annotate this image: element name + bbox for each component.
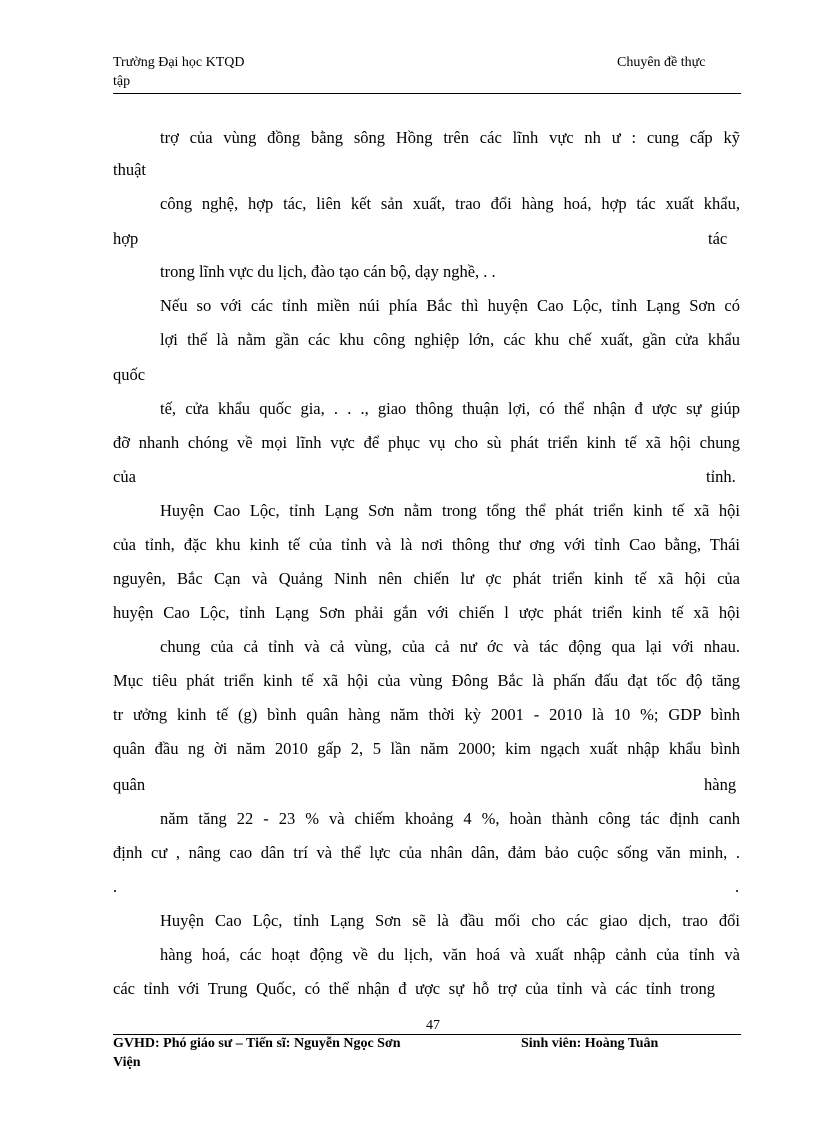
body-line-22: định cư , nâng cao dân trí và thể lực của nhân dân, đảm bảo cuộc sống văn minh, . bbox=[113, 843, 740, 862]
footer-rule bbox=[113, 1034, 741, 1035]
body-line-7: lợi thế là nằm gần các khu công nghiệp lớn, các khu chế xuất, gần cửa khẩu bbox=[160, 330, 740, 349]
body-line-23b: . bbox=[735, 877, 740, 896]
body-line-3: công nghệ, hợp tác, liên kết sản xuất, trao đổi hàng hoá, hợp tác xuất khẩu, bbox=[160, 194, 740, 213]
body-line-4a: hợp bbox=[113, 229, 139, 248]
body-line-2: thuật bbox=[113, 160, 146, 179]
header-left-title: Trường Đại học KTQD bbox=[113, 55, 245, 70]
body-line-26: các tỉnh với Trung Quốc, có thể nhận đ ược sự hỗ trợ của tỉnh và các tỉnh trong bbox=[113, 979, 715, 998]
body-line-25: hàng hoá, các hoạt động về du lịch, văn hoá và xuất nhập cảnh của tỉnh và bbox=[160, 945, 740, 964]
body-line-10: đỡ nhanh chóng về mọi lĩnh vực để phục vụ cho sù phát triển kinh tế xã hội chung bbox=[113, 433, 740, 452]
body-line-13: của tỉnh, đặc khu kinh tế của tỉnh và là nơi thông thư ơng với tỉnh Cao bằng, Thái bbox=[113, 535, 740, 554]
body-line-8: quốc bbox=[113, 365, 146, 384]
footer-student: Sinh viên: Hoàng Tuân bbox=[521, 1036, 659, 1051]
body-line-18: tr ưởng kinh tế (g) bình quân hàng năm thời kỳ 2001 - 2010 là 10 %; GDP bình bbox=[113, 705, 740, 724]
body-line-15: huyện Cao Lộc, tỉnh Lạng Sơn phải gắn với chiến l ược phát triển kinh tế xã hội bbox=[113, 603, 740, 622]
body-line-4b: tác bbox=[708, 229, 728, 248]
body-line-24: Huyện Cao Lộc, tỉnh Lạng Sơn sẽ là đầu mối cho các giao dịch, trao đổi bbox=[160, 911, 740, 930]
footer-advisor-continuation: Viện bbox=[113, 1055, 141, 1070]
body-line-1: trợ của vùng đồng bằng sông Hồng trên các lĩnh vực nh ư : cung cấp kỹ bbox=[160, 128, 740, 147]
footer-advisor: GVHD: Phó giáo sư – Tiến sĩ: Nguyễn Ngọc Sơn bbox=[113, 1036, 401, 1051]
header-left-continuation: tập bbox=[113, 74, 131, 89]
body-line-19: quân đầu ng ời năm 2010 gấp 2, 5 lần năm 2000; kim ngạch xuất nhập khẩu bình bbox=[113, 739, 740, 758]
body-line-20a: quân bbox=[113, 775, 146, 794]
body-line-20b: hàng bbox=[704, 775, 737, 794]
body-line-5: trong lĩnh vực du lịch, đào tạo cán bộ, dạy nghề, . . bbox=[160, 262, 496, 281]
header-rule bbox=[113, 93, 741, 94]
body-line-17: Mục tiêu phát triển kinh tế xã hội của vùng Đông Bắc là phấn đấu đạt tốc độ tăng bbox=[113, 671, 740, 690]
body-line-12: Huyện Cao Lộc, tỉnh Lạng Sơn nằm trong tổng thể phát triển kinh tế xã hội bbox=[160, 501, 740, 520]
body-line-14: nguyên, Bắc Cạn và Quảng Ninh nên chiến lư ợc phát triển kinh tế xã hội của bbox=[113, 569, 740, 588]
header-right-title: Chuyên đề thực bbox=[617, 55, 706, 70]
body-line-11b: tỉnh. bbox=[706, 467, 736, 486]
body-line-11a: của bbox=[113, 467, 136, 486]
page-number: 47 bbox=[426, 1018, 440, 1033]
body-line-9: tế, cửa khẩu quốc gia, . . ., giao thông thuận lợi, có thể nhận đ ược sự giúp bbox=[160, 399, 740, 418]
body-line-16: chung của cả tỉnh và cả vùng, của cả nư ớc và tác động qua lại với nhau. bbox=[160, 637, 740, 656]
body-line-6: Nếu so với các tỉnh miền núi phía Bắc thì huyện Cao Lộc, tỉnh Lạng Sơn có bbox=[160, 296, 740, 315]
body-line-21: năm tăng 22 - 23 % và chiếm khoảng 4 %, hoàn thành công tác định canh bbox=[160, 809, 740, 828]
body-line-23a: . bbox=[113, 877, 118, 896]
